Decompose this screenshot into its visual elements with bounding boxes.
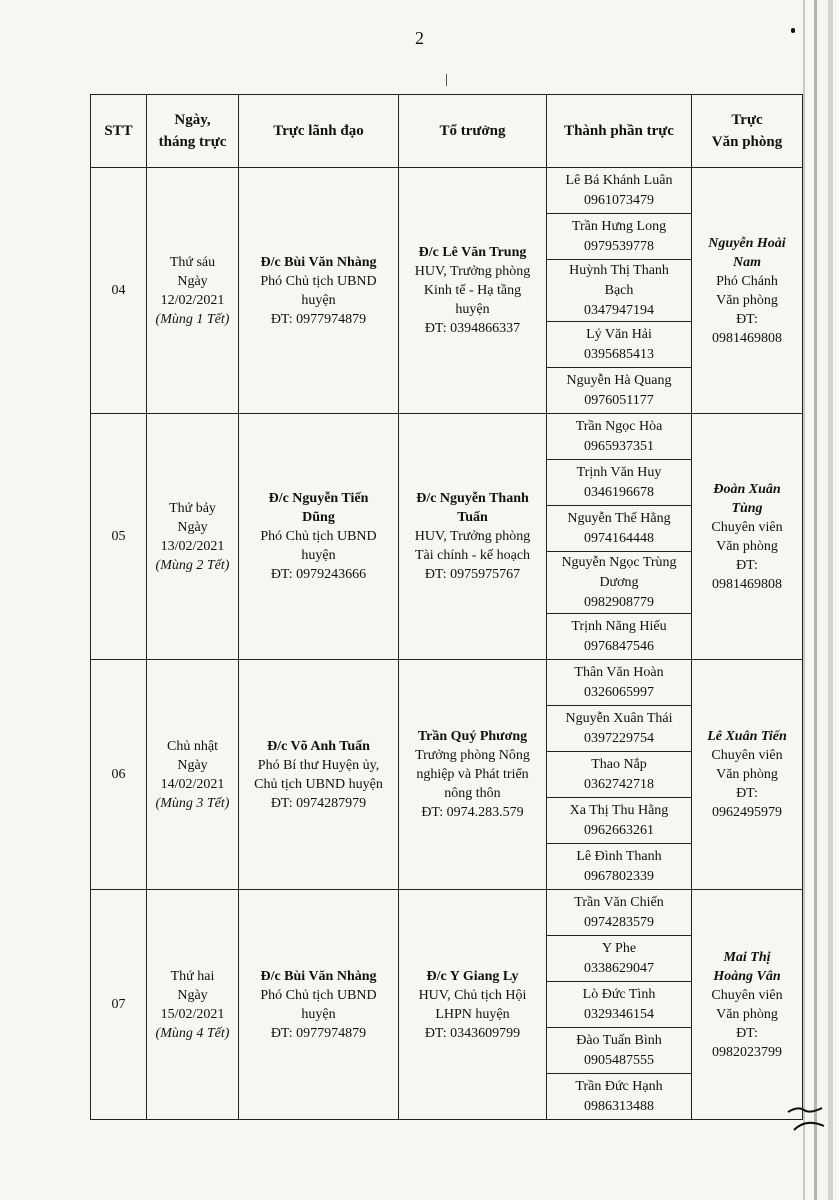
- team-lead-cell: Đ/c Nguyễn Thanh Tuấn HUV, Trưởng phòng Tài chính - kế hoạch ĐT: 0975975767: [399, 414, 547, 660]
- team-lead-cell: Đ/c Y Giang Ly HUV, Chủ tịch Hội LHPN huyện ĐT: 0343609799: [399, 890, 547, 1120]
- member-cell: Huỳnh Thị Thanh Bạch 0347947194: [547, 260, 692, 322]
- office-cell: Đoàn Xuân Tùng Chuyên viên Văn phòng ĐT: 0981469808: [692, 414, 803, 660]
- member-cell: Thao Nắp 0362742718: [547, 752, 692, 798]
- member-cell: Trần Ngọc Hòa 0965937351: [547, 414, 692, 460]
- member-cell: Trịnh Văn Huy 0346196678: [547, 460, 692, 506]
- stt-cell: 06: [91, 660, 147, 890]
- table-row: [91, 414, 803, 460]
- scan-mark: [446, 74, 447, 86]
- stt-cell: 07: [91, 890, 147, 1120]
- member-cell: Y Phe 0338629047: [547, 936, 692, 982]
- header-team-lead: Tổ trưởng: [399, 95, 547, 168]
- member-cell: Nguyễn Hà Quang 0976051177: [547, 368, 692, 414]
- date-cell: Thứ sáu Ngày 12/02/2021 (Mùng 1 Tết): [147, 168, 239, 414]
- member-cell: Nguyễn Thế Hằng 0974164448: [547, 506, 692, 552]
- duty-roster-table: [90, 94, 803, 1120]
- member-cell: Lý Văn Hải 0395685413: [547, 322, 692, 368]
- office-cell: Lê Xuân Tiến Chuyên viên Văn phòng ĐT: 0962495979: [692, 660, 803, 890]
- member-cell: Nguyễn Xuân Thái 0397229754: [547, 706, 692, 752]
- member-cell: Trần Đức Hạnh 0986313488: [547, 1074, 692, 1120]
- stt-cell: 04: [91, 168, 147, 414]
- member-cell: Lê Bá Khánh Luân 0961073479: [547, 168, 692, 214]
- table-row: [91, 890, 803, 936]
- header-date: Ngày, tháng trực: [147, 95, 239, 168]
- scan-dot: [791, 28, 795, 33]
- date-cell: Thứ hai Ngày 15/02/2021 (Mùng 4 Tết): [147, 890, 239, 1120]
- table-row: [91, 660, 803, 706]
- leader-cell: Đ/c Nguyễn Tiến Dũng Phó Chủ tịch UBND huyện ĐT: 0979243666: [239, 414, 399, 660]
- date-cell: Thứ bảy Ngày 13/02/2021 (Mùng 2 Tết): [147, 414, 239, 660]
- office-cell: Mai Thị Hoàng Vân Chuyên viên Văn phòng ĐT: 0982023799: [692, 890, 803, 1120]
- header-row: [91, 95, 803, 168]
- header-stt: STT: [91, 95, 147, 168]
- leader-cell: Đ/c Võ Anh Tuấn Phó Bí thư Huyện ủy, Chủ tịch UBND huyện ĐT: 0974287979: [239, 660, 399, 890]
- header-office: Trực Văn phòng: [692, 95, 803, 168]
- office-cell: Nguyễn Hoài Nam Phó Chánh Văn phòng ĐT: 0981469808: [692, 168, 803, 414]
- page-number: 2: [415, 28, 424, 48]
- header-leader: Trực lãnh đạo: [239, 95, 399, 168]
- member-cell: Lê Đình Thanh 0967802339: [547, 844, 692, 890]
- member-cell: Nguyễn Ngọc Trùng Dương 0982908779: [547, 552, 692, 614]
- header-members: Thành phần trực: [547, 95, 692, 168]
- member-cell: Đào Tuấn Bình 0905487555: [547, 1028, 692, 1074]
- team-lead-cell: Trần Quý Phương Trưởng phòng Nông nghiệp và Phát triển nông thôn ĐT: 0974.283.579: [399, 660, 547, 890]
- member-cell: Xa Thị Thu Hằng 0962663261: [547, 798, 692, 844]
- member-cell: Trịnh Năng Hiếu 0976847546: [547, 614, 692, 660]
- stt-cell: 05: [91, 414, 147, 660]
- member-cell: Trần Hưng Long 0979539778: [547, 214, 692, 260]
- member-cell: Lò Đức Tình 0329346154: [547, 982, 692, 1028]
- leader-cell: Đ/c Bùi Văn Nhàng Phó Chủ tịch UBND huyện ĐT: 0977974879: [239, 168, 399, 414]
- leader-cell: Đ/c Bùi Văn Nhàng Phó Chủ tịch UBND huyện ĐT: 0977974879: [239, 890, 399, 1120]
- member-cell: Thân Văn Hoàn 0326065997: [547, 660, 692, 706]
- table-row: [91, 168, 803, 214]
- team-lead-cell: Đ/c Lê Văn Trung HUV, Trưởng phòng Kinh tế - Hạ tầng huyện ĐT: 0394866337: [399, 168, 547, 414]
- scanned-page-edge: [801, 0, 839, 1200]
- member-cell: Trần Văn Chiến 0974283579: [547, 890, 692, 936]
- date-cell: Chủ nhật Ngày 14/02/2021 (Mùng 3 Tết): [147, 660, 239, 890]
